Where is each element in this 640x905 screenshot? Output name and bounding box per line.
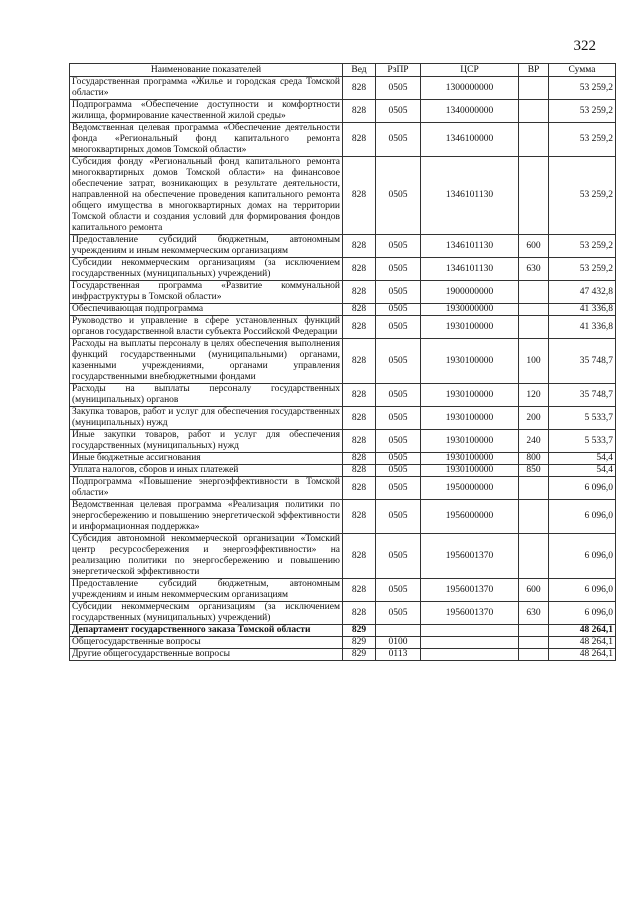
cell-csr: 1956001370 (421, 534, 519, 579)
cell-sum: 6 096,0 (549, 602, 616, 625)
cell-rzpr: 0113 (376, 649, 421, 661)
cell-rzpr: 0505 (376, 500, 421, 534)
cell-vr: 600 (519, 579, 549, 602)
cell-sum: 6 096,0 (549, 579, 616, 602)
cell-csr: 1930100000 (421, 316, 519, 339)
cell-name: Государственная программа «Развитие коммунальной инфраструктуры в Томской области» (70, 281, 343, 304)
cell-ved: 828 (343, 602, 376, 625)
cell-vr: 800 (519, 453, 549, 465)
cell-vr (519, 625, 549, 637)
cell-name: Департамент государственного заказа Томской области (70, 625, 343, 637)
cell-sum: 5 533,7 (549, 407, 616, 430)
cell-csr (421, 637, 519, 649)
cell-rzpr: 0505 (376, 304, 421, 316)
cell-vr: 630 (519, 258, 549, 281)
cell-rzpr: 0505 (376, 534, 421, 579)
cell-csr: 1900000000 (421, 281, 519, 304)
table-row (70, 123, 616, 157)
cell-vr (519, 316, 549, 339)
cell-sum: 6 096,0 (549, 477, 616, 500)
cell-name: Предоставление субсидий бюджетным, автономным учреждениям и иным некоммерческим организациям (70, 579, 343, 602)
table-row (70, 77, 616, 100)
cell-vr (519, 500, 549, 534)
cell-csr: 1930100000 (421, 339, 519, 384)
table-row (70, 258, 616, 281)
cell-sum: 54,4 (549, 453, 616, 465)
cell-csr: 1930100000 (421, 453, 519, 465)
cell-name: Подпрограмма «Обеспечение доступности и комфортности жилища, формирование качественной жилой среды» (70, 100, 343, 123)
cell-rzpr: 0505 (376, 157, 421, 235)
table-row (70, 500, 616, 534)
cell-csr: 1346100000 (421, 123, 519, 157)
cell-rzpr: 0505 (376, 281, 421, 304)
cell-name: Ведомственная целевая программа «Реализация политики по энергосбережению и повышению энергетической эффективности и информационная поддержка» (70, 500, 343, 534)
cell-csr: 1930100000 (421, 407, 519, 430)
cell-csr: 1930100000 (421, 465, 519, 477)
cell-ved: 829 (343, 649, 376, 661)
table-row (70, 235, 616, 258)
table-row (70, 465, 616, 477)
cell-rzpr: 0505 (376, 579, 421, 602)
column-header-vr: ВР (519, 64, 549, 77)
cell-name: Субсидии некоммерческим организациям (за исключением государственных (муниципальных) учреждений) (70, 258, 343, 281)
cell-vr (519, 649, 549, 661)
cell-vr (519, 281, 549, 304)
cell-rzpr: 0505 (376, 465, 421, 477)
cell-rzpr: 0505 (376, 77, 421, 100)
cell-vr: 850 (519, 465, 549, 477)
cell-name: Субсидия фонду «Региональный фонд капитального ремонта многоквартирных домов Томской области» на финансовое обеспечение затрат, возникающих в результате деятельности, направленной на обеспечение проведения капитального ремонта общего имущества в многоквартирных домах на территории Томской области и создания условий для формирования фондов капитального ремонта (70, 157, 343, 235)
table-row (70, 625, 616, 637)
cell-csr: 1300000000 (421, 77, 519, 100)
cell-csr: 1956000000 (421, 500, 519, 534)
cell-ved: 828 (343, 235, 376, 258)
cell-csr: 1340000000 (421, 100, 519, 123)
cell-rzpr: 0505 (376, 339, 421, 384)
page-number: 322 (573, 38, 596, 54)
cell-ved: 828 (343, 465, 376, 477)
cell-csr (421, 625, 519, 637)
cell-name: Уплата налогов, сборов и иных платежей (70, 465, 343, 477)
cell-name: Другие общегосударственные вопросы (70, 649, 343, 661)
cell-name: Ведомственная целевая программа «Обеспечение деятельности фонда «Региональный фонд капитального ремонта многоквартирных домов Томской области» (70, 123, 343, 157)
cell-name: Субсидии некоммерческим организациям (за исключением государственных (муниципальных) учреждений) (70, 602, 343, 625)
table-row (70, 281, 616, 304)
cell-vr: 600 (519, 235, 549, 258)
cell-csr: 1956001370 (421, 602, 519, 625)
cell-ved: 828 (343, 534, 376, 579)
cell-vr: 630 (519, 602, 549, 625)
cell-sum: 41 336,8 (549, 304, 616, 316)
cell-name: Расходы на выплаты персоналу в целях обеспечения выполнения функций государственными (муниципальными) органами, казенными учреждениями, органами управления государственными внебюджетными фондами (70, 339, 343, 384)
cell-sum: 53 259,2 (549, 235, 616, 258)
cell-name: Обеспечивающая подпрограмма (70, 304, 343, 316)
cell-name: Общегосударственные вопросы (70, 637, 343, 649)
table-row (70, 649, 616, 661)
cell-ved: 829 (343, 625, 376, 637)
cell-sum: 6 096,0 (549, 500, 616, 534)
column-header-name: Наименование показателей (70, 64, 343, 77)
column-header-sum: Сумма (549, 64, 616, 77)
cell-name: Предоставление субсидий бюджетным, автономным учреждениям и иным некоммерческим организациям (70, 235, 343, 258)
cell-vr: 100 (519, 339, 549, 384)
cell-vr (519, 477, 549, 500)
cell-rzpr: 0505 (376, 477, 421, 500)
cell-name: Государственная программа «Жилье и городская среда Томской области» (70, 77, 343, 100)
cell-ved: 828 (343, 407, 376, 430)
cell-vr (519, 100, 549, 123)
cell-csr: 1930100000 (421, 384, 519, 407)
cell-sum: 48 264,1 (549, 637, 616, 649)
cell-ved: 828 (343, 430, 376, 453)
cell-vr (519, 534, 549, 579)
cell-rzpr: 0100 (376, 637, 421, 649)
table-header-row (70, 64, 616, 77)
cell-sum: 35 748,7 (549, 384, 616, 407)
cell-csr (421, 649, 519, 661)
cell-name: Руководство и управление в сфере установленных функций органов государственной власти субъекта Российской Федерации (70, 316, 343, 339)
table-row (70, 339, 616, 384)
cell-rzpr: 0505 (376, 258, 421, 281)
cell-name: Иные бюджетные ассигнования (70, 453, 343, 465)
cell-name: Подпрограмма «Повышение энергоэффективности в Томской области» (70, 477, 343, 500)
cell-rzpr: 0505 (376, 453, 421, 465)
cell-ved: 828 (343, 281, 376, 304)
cell-ved: 828 (343, 77, 376, 100)
cell-vr (519, 637, 549, 649)
cell-vr (519, 157, 549, 235)
cell-rzpr: 0505 (376, 430, 421, 453)
cell-ved: 828 (343, 258, 376, 281)
cell-ved: 828 (343, 579, 376, 602)
cell-vr (519, 304, 549, 316)
table-row (70, 579, 616, 602)
cell-name: Иные закупки товаров, работ и услуг для обеспечения государственных (муниципальных) нужд (70, 430, 343, 453)
cell-name: Закупка товаров, работ и услуг для обеспечения государственных (муниципальных) нужд (70, 407, 343, 430)
cell-sum: 53 259,2 (549, 100, 616, 123)
cell-rzpr: 0505 (376, 235, 421, 258)
cell-csr: 1950000000 (421, 477, 519, 500)
table-row (70, 534, 616, 579)
cell-sum: 5 533,7 (549, 430, 616, 453)
table-row (70, 316, 616, 339)
cell-ved: 828 (343, 384, 376, 407)
budget-table (69, 63, 616, 661)
table-row (70, 477, 616, 500)
cell-vr (519, 123, 549, 157)
cell-vr: 120 (519, 384, 549, 407)
cell-rzpr: 0505 (376, 384, 421, 407)
cell-ved: 828 (343, 157, 376, 235)
cell-ved: 828 (343, 100, 376, 123)
cell-ved: 828 (343, 304, 376, 316)
cell-ved: 828 (343, 500, 376, 534)
table-row (70, 384, 616, 407)
cell-ved: 829 (343, 637, 376, 649)
table-row (70, 100, 616, 123)
table-row (70, 407, 616, 430)
cell-sum: 53 259,2 (549, 258, 616, 281)
cell-sum: 35 748,7 (549, 339, 616, 384)
cell-vr (519, 77, 549, 100)
cell-csr: 1346101130 (421, 258, 519, 281)
column-header-csr: ЦСР (421, 64, 519, 77)
cell-vr: 200 (519, 407, 549, 430)
table-row (70, 430, 616, 453)
table-row (70, 602, 616, 625)
cell-csr: 1346101130 (421, 157, 519, 235)
cell-rzpr: 0505 (376, 100, 421, 123)
cell-sum: 53 259,2 (549, 77, 616, 100)
cell-ved: 828 (343, 453, 376, 465)
cell-csr: 1956001370 (421, 579, 519, 602)
cell-rzpr (376, 625, 421, 637)
cell-sum: 6 096,0 (549, 534, 616, 579)
cell-ved: 828 (343, 123, 376, 157)
cell-name: Расходы на выплаты персоналу государственных (муниципальных) органов (70, 384, 343, 407)
cell-rzpr: 0505 (376, 407, 421, 430)
table-row (70, 453, 616, 465)
cell-sum: 53 259,2 (549, 157, 616, 235)
cell-csr: 1346101130 (421, 235, 519, 258)
cell-sum: 47 432,8 (549, 281, 616, 304)
cell-sum: 54,4 (549, 465, 616, 477)
cell-rzpr: 0505 (376, 123, 421, 157)
cell-csr: 1930000000 (421, 304, 519, 316)
cell-sum: 41 336,8 (549, 316, 616, 339)
column-header-ved: Вед (343, 64, 376, 77)
cell-rzpr: 0505 (376, 316, 421, 339)
table-row (70, 304, 616, 316)
table-row (70, 157, 616, 235)
cell-name: Субсидия автономной некоммерческой организации «Томский центр ресурсосбережения и энергоэффективности» на реализацию политики по энергосбережению и повышению энергетической эффективности (70, 534, 343, 579)
cell-sum: 53 259,2 (549, 123, 616, 157)
cell-rzpr: 0505 (376, 602, 421, 625)
cell-ved: 828 (343, 339, 376, 384)
table-row (70, 637, 616, 649)
cell-ved: 828 (343, 316, 376, 339)
cell-sum: 48 264,1 (549, 649, 616, 661)
cell-sum: 48 264,1 (549, 625, 616, 637)
cell-csr: 1930100000 (421, 430, 519, 453)
cell-vr: 240 (519, 430, 549, 453)
cell-ved: 828 (343, 477, 376, 500)
column-header-rzpr: РзПР (376, 64, 421, 77)
